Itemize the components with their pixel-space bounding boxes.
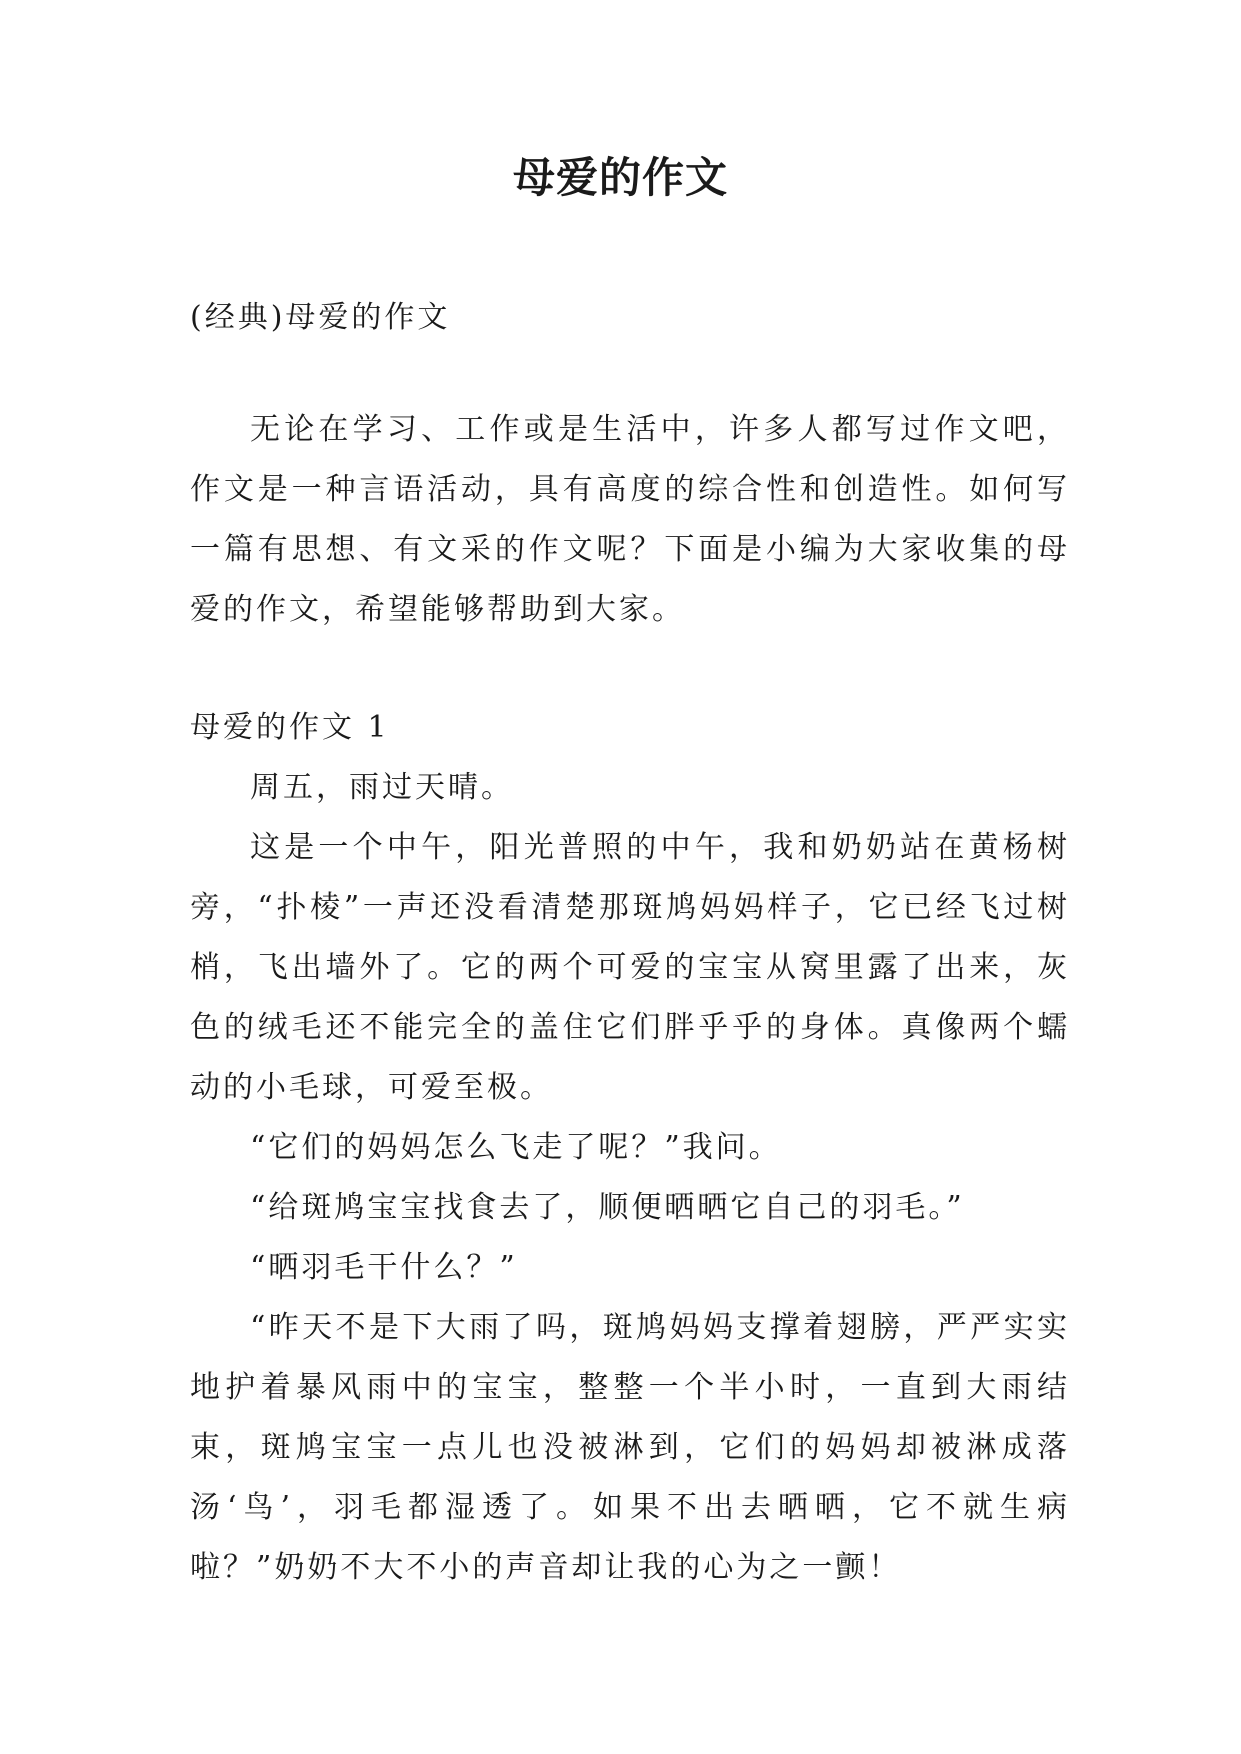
essay-paragraph: “给斑鸠宝宝找食去了，顺便晒晒它自己的羽毛。” (250, 1190, 965, 1225)
essay-paragraph: “昨天不是下大雨了吗，斑鸠妈妈支撑着翅膀，严严实实地护着暴风雨中的宝宝，整整一个半小时，一直到大雨结束，斑鸠宝宝一点儿也没被淋到，它们的妈妈却被淋成落汤‘鸟’，羽毛都湿透了。如果不出去晒晒，它不就生病啦？”奶奶不大不小的声音却让我的心为之一颤！ (190, 1310, 1070, 1585)
intro-paragraph: 无论在学习、工作或是生活中，许多人都写过作文吧，作文是一种言语活动，具有高度的综合性和创造性。如何写一篇有思想、有文采的作文呢？下面是小编为大家收集的母爱的作文，希望能够帮助到大家。 (190, 412, 1070, 627)
essay-paragraph: “它们的妈妈怎么飞走了呢？”我问。 (250, 1130, 782, 1165)
document-subtitle (190, 288, 1070, 348)
section-heading: 母爱的作文 1 (190, 710, 390, 745)
essay-paragraph: 周五，雨过天晴。 (250, 770, 514, 805)
essay-paragraph: 这是一个中午，阳光普照的中午，我和奶奶站在黄杨树旁，“扑棱”一声还没看清楚那斑鸠妈妈样子，它已经飞过树梢，飞出墙外了。它的两个可爱的宝宝从窝里露了出来，灰色的绒毛还不能完全的盖住它们胖乎乎的身体。真像两个蠕动的小毛球，可爱至极。 (190, 830, 1070, 1105)
essay-section (190, 698, 1070, 1598)
intro-section (190, 400, 1070, 640)
subtitle-text: (经典)母爱的作文 (190, 300, 451, 335)
essay-paragraph: “晒羽毛干什么？” (250, 1250, 518, 1285)
document-title: 母爱的作文 (512, 153, 728, 202)
